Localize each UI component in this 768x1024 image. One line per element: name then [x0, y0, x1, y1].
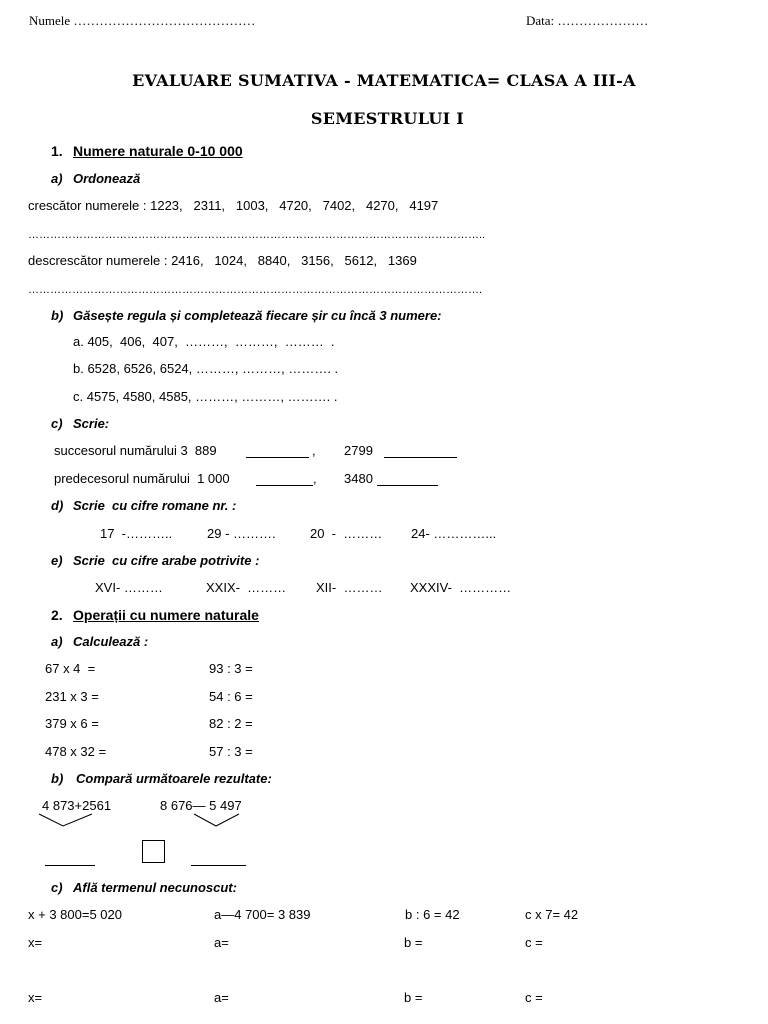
s2c-label: c): [51, 880, 63, 895]
roman-item: 20 - ………: [310, 526, 383, 541]
s2c-title: Află termenul necunoscut:: [73, 880, 237, 895]
s2a-label: a): [51, 634, 63, 649]
arabic-item: XII- ………: [316, 580, 383, 595]
multiplication-exercise: 379 x 6 =: [45, 716, 99, 731]
answer-label: x=: [28, 935, 43, 950]
compare-result-line-1: [45, 865, 95, 866]
s2b-title: Compară următoarele rezultate:: [76, 771, 272, 786]
s1e-title: Scrie cu cifre arabe potrivite :: [73, 553, 260, 568]
section2-heading: Operații cu numere naturale: [73, 607, 259, 623]
s1e-label: e): [51, 553, 63, 568]
arabic-item: XXXIV- …………: [410, 580, 512, 595]
multiplication-exercise: 478 x 32 =: [45, 744, 107, 759]
s2a-title: Calculează :: [73, 634, 149, 649]
section2-number: 2.: [51, 607, 63, 623]
arabic-item: XXIX- ………: [206, 580, 287, 595]
answer-label: a=: [214, 990, 229, 1005]
s1d-label: d): [51, 498, 64, 513]
compare-expression-2: 8 676— 5 497: [160, 798, 242, 813]
compare-sign-box[interactable]: [142, 840, 165, 863]
page-subtitle: SEMESTRULUI I: [310, 109, 465, 128]
division-exercise: 82 : 2 =: [209, 716, 253, 731]
s1a-label: a): [51, 171, 63, 186]
equation: b : 6 = 42: [405, 907, 460, 922]
descending-answer-line: …………………………………………………………………………………………………………….: [28, 284, 483, 296]
s1b-label: b): [51, 308, 64, 323]
division-exercise: 93 : 3 =: [209, 661, 253, 676]
equation: x + 3 800=5 020: [28, 907, 122, 922]
predecessor-number-2: 3480: [344, 471, 373, 486]
answer-label: c =: [525, 935, 543, 950]
answer-label: b =: [404, 935, 423, 950]
multiplication-exercise: 231 x 3 =: [45, 689, 99, 704]
s1c-label: c): [51, 416, 63, 431]
roman-item: 24- …………...: [411, 526, 497, 541]
compare-result-line-2: [191, 865, 246, 866]
predecessor-comma: ,: [313, 471, 317, 486]
s1d-title: Scrie cu cifre romane nr. :: [73, 498, 237, 513]
successor-comma: ,: [312, 443, 316, 458]
answer-label: x=: [28, 990, 43, 1005]
sequence-b: b. 6528, 6526, 6524, ………, ………, ………. .: [73, 361, 339, 376]
section1-number: 1.: [51, 143, 63, 159]
equation: a—4 700= 3 839: [214, 907, 311, 922]
successor-label: succesorul numărului 3 889: [54, 443, 217, 458]
date-field: Data: …………………: [526, 13, 649, 28]
s1a-title: Ordonează: [73, 171, 141, 186]
answer-label: a=: [214, 935, 229, 950]
descending-task: descrescător numerele : 2416, 1024, 8840, 3156, 5612, 1369: [28, 253, 417, 268]
answer-label: b =: [404, 990, 423, 1005]
arabic-item: XVI- ………: [95, 580, 163, 595]
s1c-title: Scrie:: [73, 416, 110, 431]
multiplication-exercise: 67 x 4 =: [45, 661, 96, 676]
sequence-c: c. 4575, 4580, 4585, ………, ………, ………. .: [73, 389, 338, 404]
roman-item: 29 - ……….: [207, 526, 276, 541]
successor-number-2: 2799: [344, 443, 373, 458]
answer-label: c =: [525, 990, 543, 1005]
s1b-title: Găsește regula și completează fiecare șir cu încă 3 numere:: [73, 308, 442, 323]
sequence-a: a. 405, 406, 407, ………, ………, ……… .: [73, 334, 335, 349]
page-title: EVALUARE SUMATIVA - MATEMATICA= CLASA A III-A: [132, 71, 636, 90]
division-exercise: 54 : 6 =: [209, 689, 253, 704]
predecessor-label: predecesorul numărului 1 000: [54, 471, 230, 486]
equation: c x 7= 42: [525, 907, 579, 922]
roman-item: 17 -………..: [100, 526, 173, 541]
division-exercise: 57 : 3 =: [209, 744, 253, 759]
section1-heading: Numere naturale 0-10 000: [73, 143, 243, 159]
compare-expression-1: 4 873+2561: [42, 798, 112, 813]
name-field: Numele ……………………………………: [29, 13, 256, 28]
ascending-task: crescător numerele : 1223, 2311, 1003, 4720, 7402, 4270, 4197: [28, 198, 439, 213]
ascending-answer-line: ……………………………………………………………………………………………………………..: [28, 229, 486, 241]
s2b-label: b): [51, 771, 64, 786]
